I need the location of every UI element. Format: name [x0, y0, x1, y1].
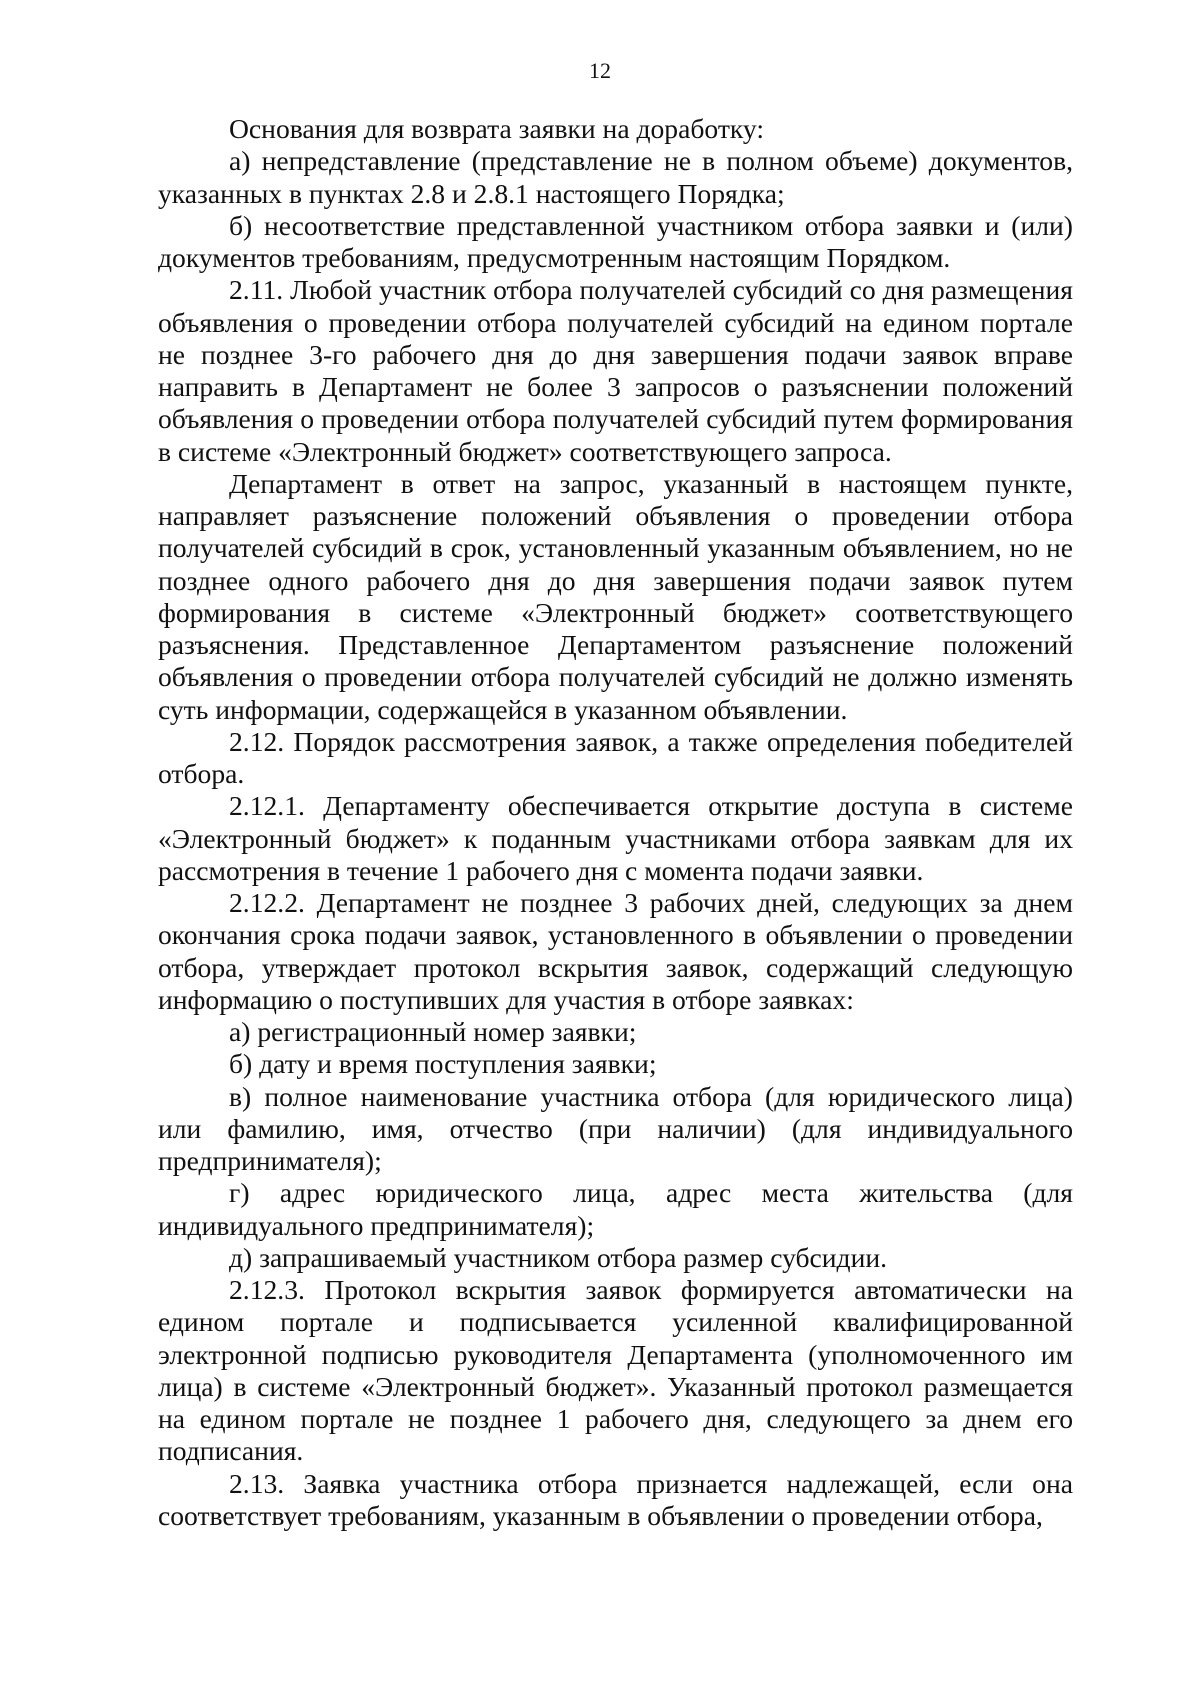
list-item-v: в) полное наименование участника отбора (для юридического лица) или фамилию, имя, отчество (при наличии) (для индивидуального предпринимателя);: [158, 1080, 1073, 1176]
paragraph-department-response: Департамент в ответ на запрос, указанный в настоящем пункте, направляет разъяснение положений объявления о проведении отбора получателей субсидий в срок, установленный указанным объявлением, но не позднее одного рабочего дня до дня завершения подачи заявок путем формирования в системе «Электронный бюджет» соответствующего разъяснения. Представленное Департаментом разъяснение положений объявления о проведении отбора получателей субсидий не должно изменять суть информации, содержащейся в указанном объявлении.: [158, 467, 1073, 725]
list-item-g: г) адрес юридического лица, адрес места жительства (для индивидуального предпринимателя);: [158, 1177, 1073, 1241]
paragraph-2-12: 2.12. Порядок рассмотрения заявок, а также определения победителей отбора.: [158, 725, 1073, 789]
paragraph-2-12-2: 2.12.2. Департамент не позднее 3 рабочих дней, следующих за днем окончания срока подачи заявок, установленного в объявлении о проведении отбора, утверждает протокол вскрытия заявок, содержащий следующую информацию о поступивших для участия в отборе заявках:: [158, 887, 1073, 1015]
paragraph-2-12-3: 2.12.3. Протокол вскрытия заявок формируется автоматически на едином портале и подписывается усиленной квалифицированной электронной подписью руководителя Департамента (уполномоченного им лица) в системе «Электронный бюджет». Указанный протокол размещается на едином портале не позднее 1 рабочего дня, следующего за днем его подписания.: [158, 1274, 1073, 1467]
document-body: [158, 113, 1073, 1532]
paragraph-return-ground-a: а) непредставление (представление не в полном объеме) документов, указанных в пунктах 2.8 и 2.8.1 настоящего Порядка;: [158, 145, 1073, 209]
paragraph-return-grounds-heading: Основания для возврата заявки на доработку:: [229, 113, 764, 144]
list-item-a: а) регистрационный номер заявки;: [229, 1016, 637, 1047]
paragraph-2-11: 2.11. Любой участник отбора получателей субсидий со дня размещения объявления о проведении отбора получателей субсидий на едином портале не позднее 3-го рабочего дня до дня завершения подачи заявок вправе направить в Департамент не более 3 запросов о разъяснении положений объявления о проведении отбора получателей субсидий путем формирования в системе «Электронный бюджет» соответствующего запроса.: [158, 274, 1073, 467]
page-number: 12: [589, 58, 611, 83]
paragraph-2-12-1: 2.12.1. Департаменту обеспечивается открытие доступа в системе «Электронный бюджет» к поданным участниками отбора заявкам для их рассмотрения в течение 1 рабочего дня с момента подачи заявки.: [158, 790, 1073, 886]
list-item-d: д) запрашиваемый участником отбора размер субсидии.: [229, 1241, 888, 1273]
paragraph-return-ground-b: б) несоответствие представленной участником отбора заявки и (или) документов требованиям, предусмотренным настоящим Порядком.: [158, 209, 1073, 273]
paragraph-2-13: 2.13. Заявка участника отбора признается надлежащей, если она соответствует требованиям, указанным в объявлении о проведении отбора,: [158, 1467, 1073, 1531]
list-item-b: б) дату и время поступления заявки;: [229, 1048, 657, 1080]
